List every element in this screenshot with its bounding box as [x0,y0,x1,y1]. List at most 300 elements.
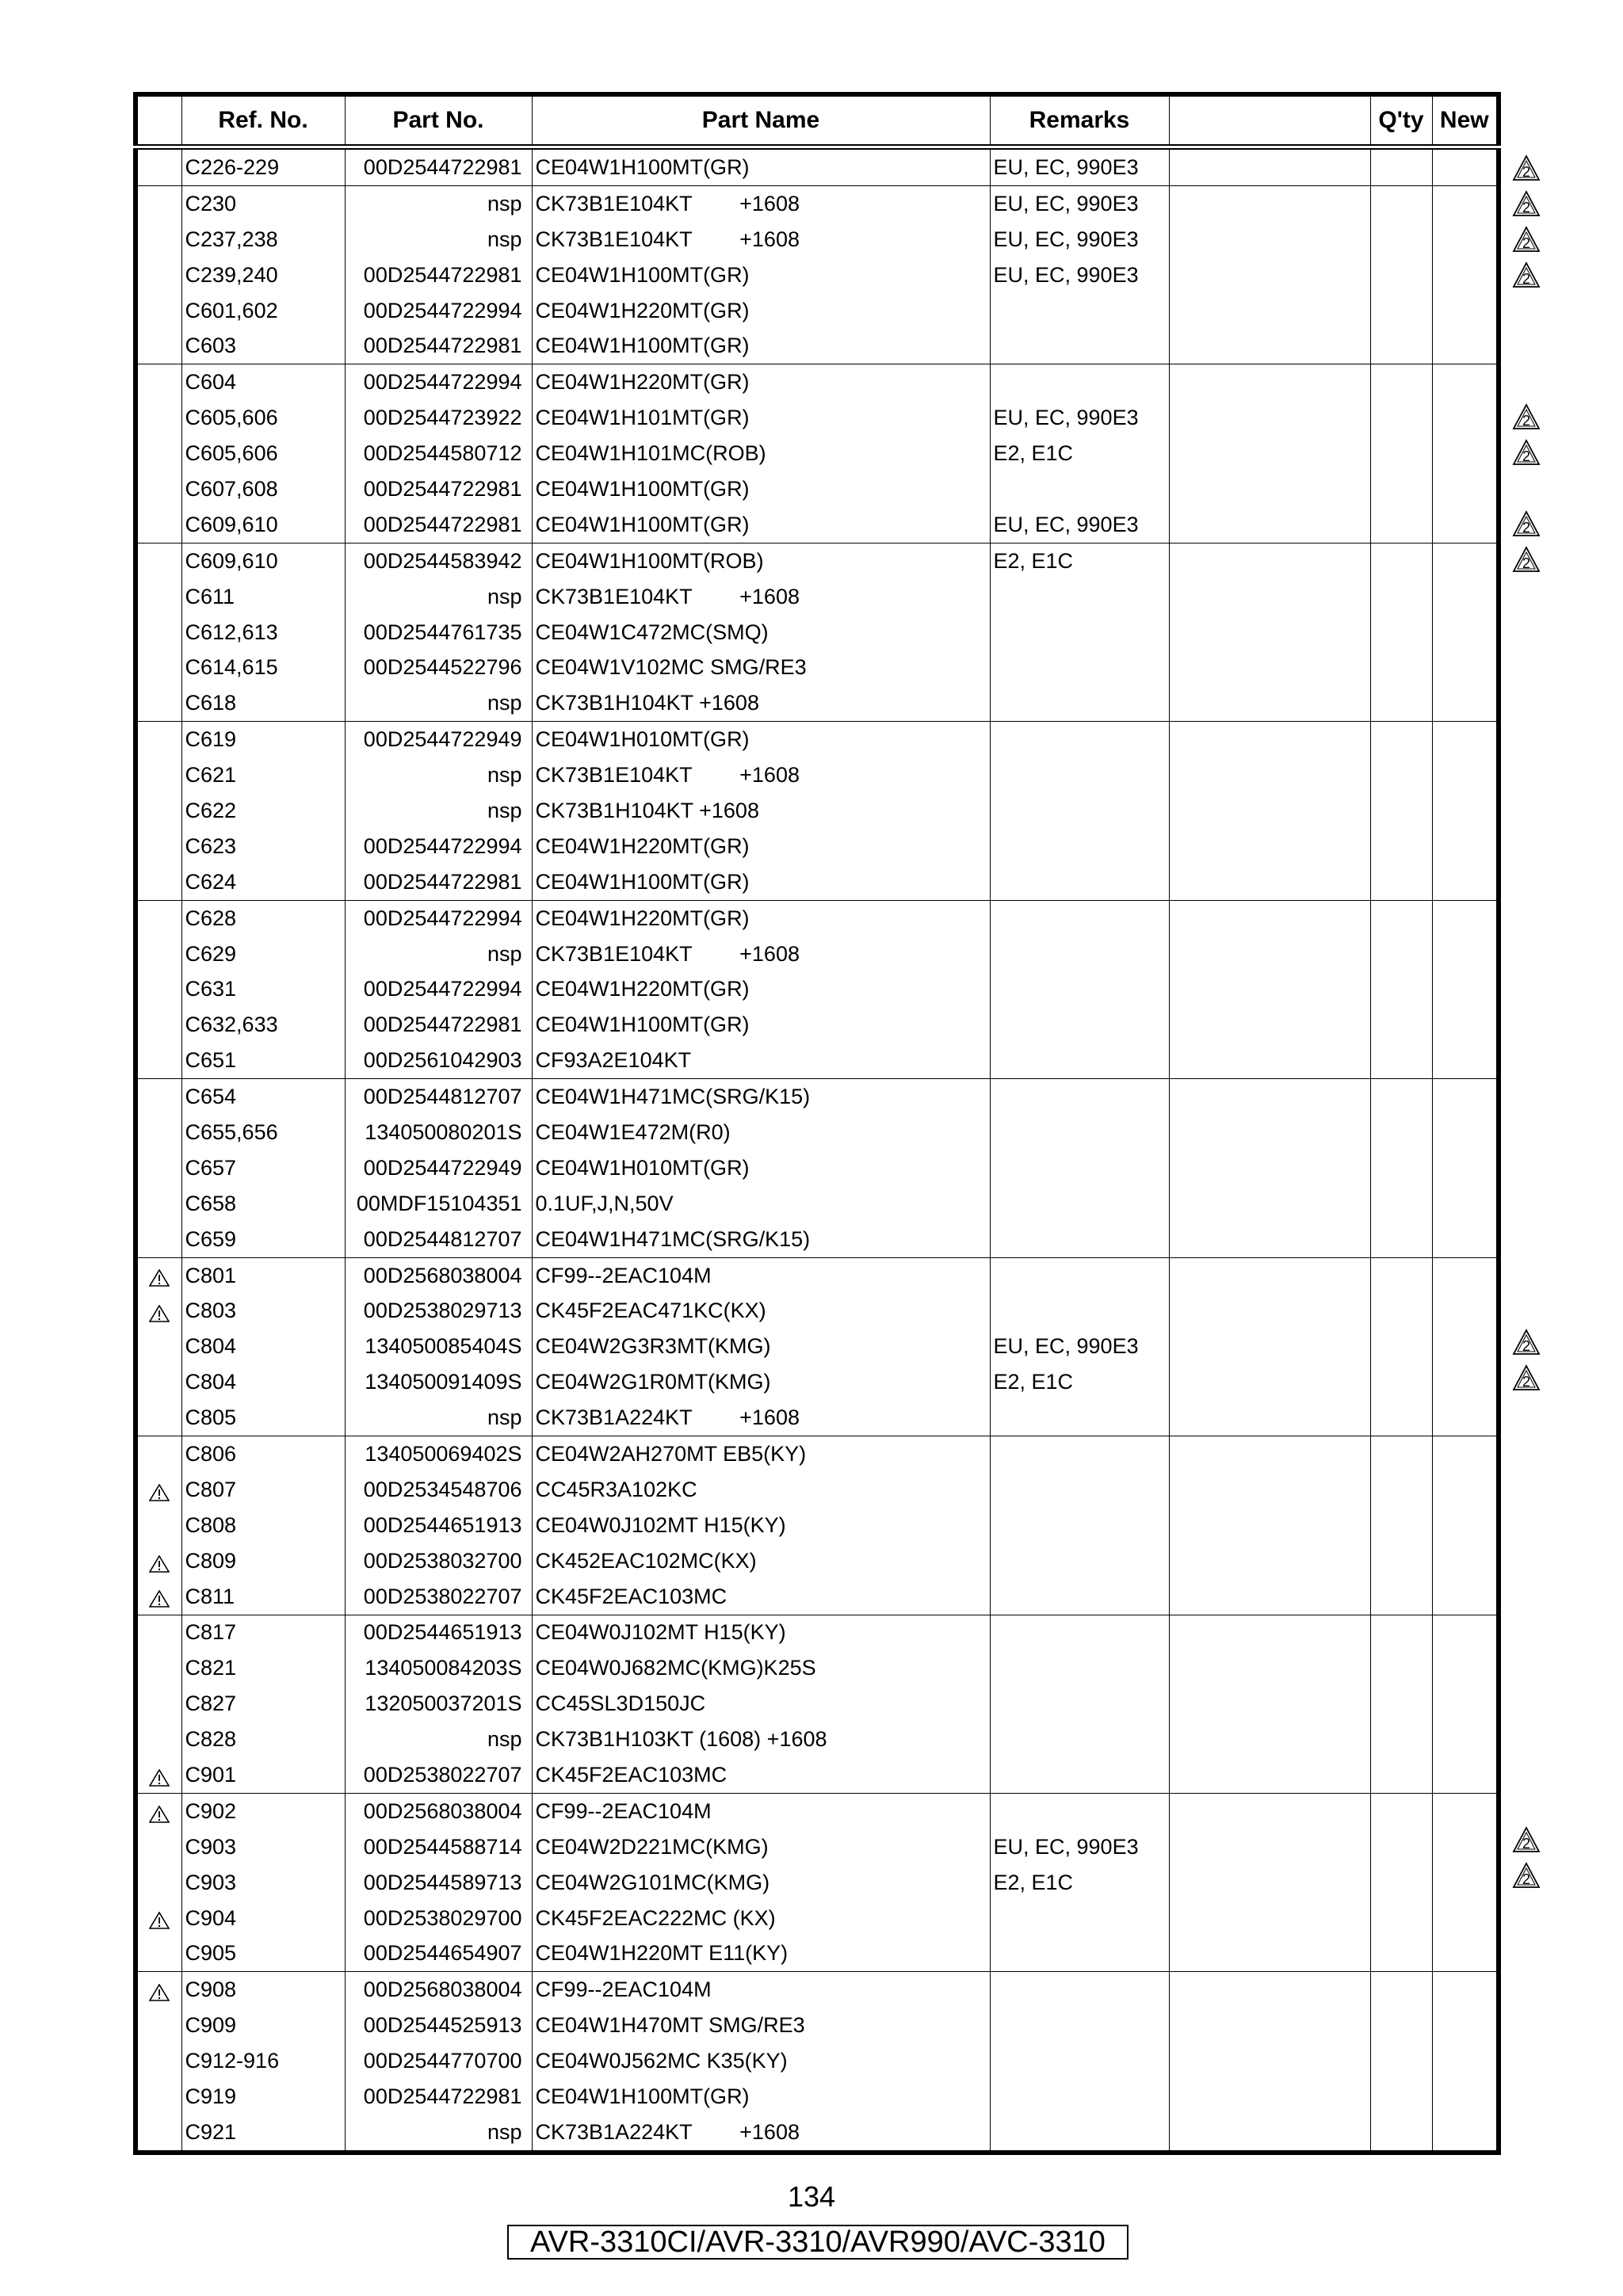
new-cell [1432,2079,1499,2115]
ref-no-cell: C903 [181,1865,345,1901]
blank-cell [1169,1757,1370,1793]
header-new: New [1432,94,1499,147]
table-row [136,829,1499,864]
ref-no-cell: C611 [181,579,345,615]
blank-cell [1169,1329,1370,1364]
ref-no-cell: C605,606 [181,400,345,436]
part-no-cell: 00D2544588714 [345,1829,532,1865]
safety-mark-cell [136,293,181,329]
table-row [136,685,1499,721]
qty-cell [1370,1901,1432,1936]
part-no-cell: 00D2544722994 [345,293,532,329]
new-cell [1432,1007,1499,1043]
safety-mark-cell [136,1936,181,1972]
new-cell [1432,1508,1499,1543]
revision-triangle-icon [1512,403,1541,430]
new-cell [1432,1294,1499,1329]
blank-cell [1169,579,1370,615]
ref-no-cell: C804 [181,1364,345,1400]
part-no-cell: 00D2544722981 [345,1007,532,1043]
safety-mark-cell [136,185,181,221]
remarks-cell [990,579,1169,615]
ref-no-cell: C628 [181,900,345,936]
blank-cell [1169,722,1370,757]
ref-no-cell: C618 [181,685,345,721]
revision-number: 2 [1522,164,1531,180]
part-name-cell: CE04W2AH270MT EB5(KY) [532,1436,990,1472]
part-no-cell: 00D2544722994 [345,971,532,1007]
safety-mark-cell [136,1472,181,1508]
revision-triangle-icon [1512,1364,1541,1391]
remarks-cell [990,1436,1169,1472]
parts-body [136,147,1499,2153]
safety-mark-cell [136,1972,181,2008]
remarks-cell: EU, EC, 990E3 [990,1829,1169,1865]
warning-triangle-icon [149,1982,170,2000]
blank-cell [1169,1043,1370,1078]
part-no-cell: 00D2544589713 [345,1865,532,1901]
part-name-cell: CE04W0J682MC(KMG)K25S [532,1650,990,1686]
part-name-cell: CK73B1A224KT +1608 [532,1400,990,1436]
ref-no-cell: C655,656 [181,1115,345,1150]
blank-cell [1169,1972,1370,2008]
safety-mark-cell [136,1257,181,1293]
ref-no-cell: C624 [181,864,345,900]
qty-cell [1370,2043,1432,2079]
part-no-cell: 00D2544722949 [345,1150,532,1186]
part-no-cell: 00D2544770700 [345,2043,532,2079]
remarks-cell [990,722,1169,757]
table-row [136,293,1499,329]
part-name-cell: CE04W1H100MT(GR) [532,328,990,364]
safety-mark-cell [136,1865,181,1901]
remarks-cell [990,1294,1169,1329]
table-row [136,543,1499,578]
table-row [136,1364,1499,1400]
ref-no-cell: C909 [181,2008,345,2043]
table-row [136,400,1499,436]
qty-cell [1370,1007,1432,1043]
table-row [136,1472,1499,1508]
qty-cell [1370,1222,1432,1257]
remarks-cell [990,971,1169,1007]
ref-no-cell: C904 [181,1901,345,1936]
blank-cell [1169,1865,1370,1901]
blank-cell [1169,147,1370,186]
header-part-no: Part No. [345,94,532,147]
revision-number: 2 [1522,520,1531,536]
part-name-cell: CE04W0J102MT H15(KY) [532,1508,990,1543]
blank-cell [1169,1150,1370,1186]
table-row [136,650,1499,685]
qty-cell [1370,615,1432,650]
table-row [136,1007,1499,1043]
part-no-cell: 00D2544654907 [345,1936,532,1972]
blank-cell [1169,650,1370,685]
part-no-cell: 00D2544583942 [345,543,532,578]
header-ref-no: Ref. No. [181,94,345,147]
ref-no-cell: C607,608 [181,471,345,507]
table-row [136,1686,1499,1722]
part-no-cell: nsp [345,185,532,221]
revision-triangle-icon [1512,154,1541,181]
table-row [136,1400,1499,1436]
part-no-cell: 00D2534548706 [345,1472,532,1508]
ref-no-cell: C803 [181,1294,345,1329]
warning-triangle-icon [149,1768,170,1785]
remarks-cell [990,1972,1169,2008]
part-name-cell: CE04W1H220MT(GR) [532,971,990,1007]
new-cell [1432,971,1499,1007]
qty-cell [1370,147,1432,186]
revision-number: 2 [1522,1836,1531,1852]
ref-no-cell: C614,615 [181,650,345,685]
blank-cell [1169,1650,1370,1686]
safety-mark-cell [136,147,181,186]
new-cell [1432,1436,1499,1472]
safety-mark-cell [136,1650,181,1686]
remarks-cell: E2, E1C [990,1364,1169,1400]
qty-cell [1370,650,1432,685]
part-no-cell: 00D2538029700 [345,1901,532,1936]
qty-cell [1370,328,1432,364]
ref-no-cell: C807 [181,1472,345,1508]
safety-mark-cell [136,757,181,793]
safety-mark-cell [136,1543,181,1579]
part-name-cell: CE04W1H100MT(GR) [532,1007,990,1043]
part-no-cell: 00D2544812707 [345,1079,532,1115]
part-name-cell: CK73B1H104KT +1608 [532,793,990,829]
new-cell [1432,1757,1499,1793]
part-name-cell: CE04W1H100MT(GR) [532,864,990,900]
part-no-cell: 00D2544722981 [345,328,532,364]
remarks-cell [990,864,1169,900]
new-cell [1432,1257,1499,1293]
remarks-cell [990,615,1169,650]
new-cell [1432,328,1499,364]
safety-mark-cell [136,1436,181,1472]
blank-cell [1169,1222,1370,1257]
table-row [136,1722,1499,1757]
remarks-cell [990,1257,1169,1293]
qty-cell [1370,1115,1432,1150]
part-no-cell: 00D2544580712 [345,436,532,471]
part-name-cell: CK73B1E104KT +1608 [532,579,990,615]
model-name-box: AVR-3310CI/AVR-3310/AVR990/AVC-3310 [507,2225,1128,2260]
remarks-cell [990,1722,1169,1757]
remarks-cell [990,1615,1169,1650]
part-name-cell: 0.1UF,J,N,50V [532,1186,990,1222]
part-name-cell: CE04W1H010MT(GR) [532,1150,990,1186]
qty-cell [1370,900,1432,936]
blank-cell [1169,1472,1370,1508]
safety-mark-cell [136,864,181,900]
new-cell [1432,579,1499,615]
part-name-cell: CE04W1H100MT(GR) [532,471,990,507]
qty-cell [1370,1829,1432,1865]
table-row [136,1436,1499,1472]
remarks-cell [990,1472,1169,1508]
revision-triangle-icon [1512,190,1541,217]
remarks-cell [990,1150,1169,1186]
new-cell [1432,147,1499,186]
blank-cell [1169,1901,1370,1936]
remarks-cell [990,2079,1169,2115]
part-name-cell: CF93A2E104KT [532,1043,990,1078]
revision-triangle-icon [1512,439,1541,466]
part-no-cell: 00D2544722994 [345,900,532,936]
part-no-cell: 00D2538022707 [345,1757,532,1793]
safety-mark-cell [136,2079,181,2115]
safety-mark-cell [136,1793,181,1829]
part-no-cell: 00D2544651913 [345,1615,532,1650]
qty-cell [1370,2115,1432,2153]
part-name-cell: CK73B1E104KT +1608 [532,757,990,793]
blank-cell [1169,293,1370,329]
qty-cell [1370,507,1432,543]
ref-no-cell: C657 [181,1150,345,1186]
safety-mark-cell [136,1579,181,1615]
safety-mark-cell [136,829,181,864]
table-row [136,793,1499,829]
table-row [136,1793,1499,1829]
ref-no-cell: C623 [181,829,345,864]
safety-mark-cell [136,1722,181,1757]
header-mark [136,94,181,147]
revision-triangle-icon [1512,261,1541,288]
part-name-cell: CK73B1E104KT +1608 [532,222,990,257]
header-row [136,94,1499,147]
blank-cell [1169,1079,1370,1115]
remarks-cell [990,328,1169,364]
remarks-cell: EU, EC, 990E3 [990,507,1169,543]
part-name-cell: CE04W1H470MT SMG/RE3 [532,2008,990,2043]
qty-cell [1370,1686,1432,1722]
new-cell [1432,293,1499,329]
table-row [136,1150,1499,1186]
new-cell [1432,936,1499,972]
part-no-cell: nsp [345,936,532,972]
qty-cell [1370,1364,1432,1400]
remarks-cell [990,1115,1169,1150]
part-name-cell: CE04W2D221MC(KMG) [532,1829,990,1865]
part-no-cell: nsp [345,222,532,257]
new-cell [1432,2043,1499,2079]
qty-cell [1370,722,1432,757]
blank-cell [1169,936,1370,972]
revision-triangle-icon [1512,1329,1541,1356]
remarks-cell: EU, EC, 990E3 [990,257,1169,293]
header-qty: Q'ty [1370,94,1432,147]
part-no-cell: nsp [345,685,532,721]
safety-mark-cell [136,2008,181,2043]
table-row [136,1615,1499,1650]
remarks-cell [990,757,1169,793]
qty-cell [1370,1936,1432,1972]
revision-triangle-icon [1512,226,1541,253]
part-no-cell: 00D2538029713 [345,1294,532,1329]
new-cell [1432,1043,1499,1078]
blank-cell [1169,2115,1370,2153]
remarks-cell: E2, E1C [990,543,1169,578]
warning-triangle-icon [149,1910,170,1928]
blank-cell [1169,1257,1370,1293]
safety-mark-cell [136,685,181,721]
remarks-cell: EU, EC, 990E3 [990,400,1169,436]
part-name-cell: CE04W1H100MT(GR) [532,257,990,293]
safety-mark-cell [136,1150,181,1186]
remarks-cell [990,1079,1169,1115]
warning-triangle-icon [149,1589,170,1606]
safety-mark-cell [136,1007,181,1043]
ref-no-cell: C912-916 [181,2043,345,2079]
part-no-cell: 134050085404S [345,1329,532,1364]
safety-mark-cell [136,971,181,1007]
part-no-cell: 00D2568038004 [345,1972,532,2008]
blank-cell [1169,1294,1370,1329]
part-name-cell: CK73B1A224KT +1608 [532,2115,990,2153]
qty-cell [1370,829,1432,864]
table-row [136,1294,1499,1329]
revision-number: 2 [1522,199,1531,215]
part-no-cell: 00D2544722981 [345,257,532,293]
blank-cell [1169,364,1370,400]
parts-table [133,92,1501,2155]
safety-mark-cell [136,400,181,436]
blank-cell [1169,1722,1370,1757]
table-row [136,2115,1499,2153]
table-row [136,1079,1499,1115]
blank-cell [1169,900,1370,936]
part-name-cell: CF99--2EAC104M [532,1257,990,1293]
table-row [136,579,1499,615]
new-cell [1432,471,1499,507]
part-no-cell: 00D2544722994 [345,364,532,400]
table-row [136,364,1499,400]
new-cell [1432,2008,1499,2043]
new-cell [1432,1901,1499,1936]
new-cell [1432,1972,1499,2008]
blank-cell [1169,2079,1370,2115]
new-cell [1432,685,1499,721]
part-name-cell: CE04W1H220MT(GR) [532,829,990,864]
part-no-cell: nsp [345,757,532,793]
table-row [136,471,1499,507]
part-name-cell: CK45F2EAC222MC (KX) [532,1901,990,1936]
part-name-cell: CK452EAC102MC(KX) [532,1543,990,1579]
safety-mark-cell [136,2115,181,2153]
ref-no-cell: C817 [181,1615,345,1650]
new-cell [1432,829,1499,864]
ref-no-cell: C622 [181,793,345,829]
blank-cell [1169,185,1370,221]
blank-cell [1169,757,1370,793]
revision-number: 2 [1522,1337,1531,1354]
ref-no-cell: C612,613 [181,615,345,650]
remarks-cell [990,1793,1169,1829]
part-no-cell: 134050080201S [345,1115,532,1150]
ref-no-cell: C230 [181,185,345,221]
part-no-cell: 00D2544722981 [345,507,532,543]
safety-mark-cell [136,1294,181,1329]
ref-no-cell: C919 [181,2079,345,2115]
new-cell [1432,864,1499,900]
ref-no-cell: C629 [181,936,345,972]
qty-cell [1370,1186,1432,1222]
safety-mark-cell [136,257,181,293]
table-row [136,257,1499,293]
revision-triangle-icon [1512,1826,1541,1853]
part-no-cell: 00D2544522796 [345,650,532,685]
remarks-cell [990,2008,1169,2043]
new-cell [1432,1472,1499,1508]
revision-triangle-icon [1512,510,1541,537]
ref-no-cell: C901 [181,1757,345,1793]
ref-no-cell: C632,633 [181,1007,345,1043]
new-cell [1432,1793,1499,1829]
qty-cell [1370,1650,1432,1686]
safety-mark-cell [136,543,181,578]
part-no-cell: 00MDF15104351 [345,1186,532,1222]
remarks-cell: E2, E1C [990,1865,1169,1901]
ref-no-cell: C827 [181,1686,345,1722]
part-no-cell: nsp [345,793,532,829]
new-cell [1432,257,1499,293]
new-cell [1432,1936,1499,1972]
remarks-cell [990,650,1169,685]
blank-cell [1169,507,1370,543]
table-row [136,436,1499,471]
remarks-cell [990,829,1169,864]
qty-cell [1370,1508,1432,1543]
qty-cell [1370,1294,1432,1329]
part-name-cell: CE04W1H220MT(GR) [532,364,990,400]
remarks-cell: E2, E1C [990,436,1169,471]
blank-cell [1169,436,1370,471]
part-name-cell: CE04W1H100MT(GR) [532,147,990,186]
qty-cell [1370,400,1432,436]
new-cell [1432,650,1499,685]
table-row [136,1329,1499,1364]
part-name-cell: CE04W0J562MC K35(KY) [532,2043,990,2079]
blank-cell [1169,471,1370,507]
part-name-cell: CK73B1H104KT +1608 [532,685,990,721]
warning-triangle-icon [149,1482,170,1500]
header-remarks: Remarks [990,94,1169,147]
table-row [136,1257,1499,1293]
table-row [136,722,1499,757]
ref-no-cell: C902 [181,1793,345,1829]
remarks-cell [990,685,1169,721]
ref-no-cell: C921 [181,2115,345,2153]
new-cell [1432,1829,1499,1865]
ref-no-cell: C805 [181,1400,345,1436]
safety-mark-cell [136,507,181,543]
ref-no-cell: C239,240 [181,257,345,293]
qty-cell [1370,1722,1432,1757]
qty-cell [1370,757,1432,793]
ref-no-cell: C603 [181,328,345,364]
remarks-cell [990,1579,1169,1615]
remarks-cell [990,1543,1169,1579]
safety-mark-cell [136,1186,181,1222]
part-no-cell: 00D2538032700 [345,1543,532,1579]
new-cell [1432,1722,1499,1757]
table-row [136,1508,1499,1543]
part-name-cell: CK73B1H103KT (1608) +1608 [532,1722,990,1757]
qty-cell [1370,1150,1432,1186]
header-part-name: Part Name [532,94,990,147]
